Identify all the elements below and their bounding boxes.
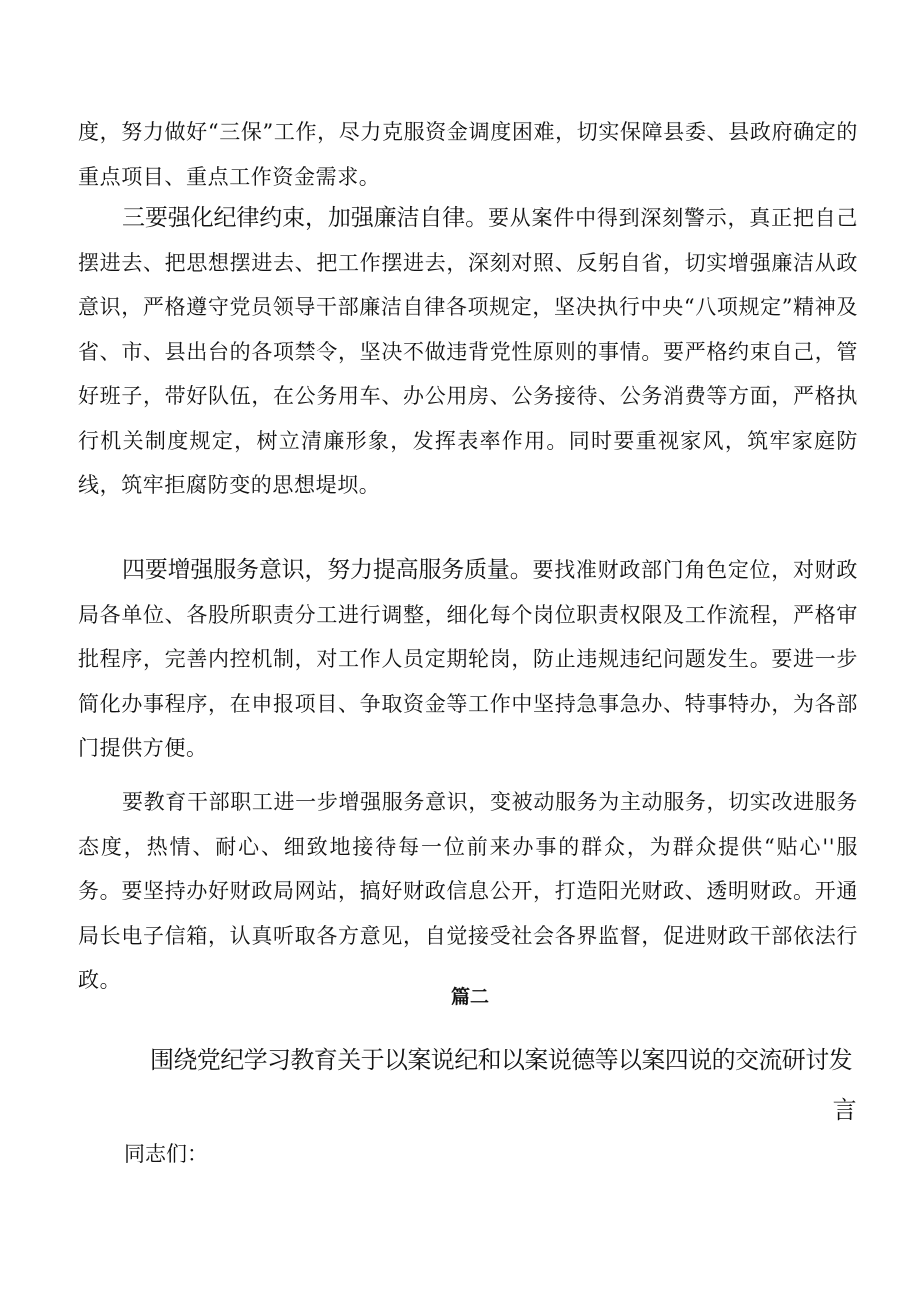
paragraph-body-service: 要找准财政部门角色定位，对财政局各单位、各股所职责分工进行调整，细化每个岗位职责权限及工作流程，严格审批程序，完善内控机制，对工作人员定期轮岗，防止违规违纪问题发生。要进一步简化办事程序，在申报项目、争取资金等工作中坚持急事急办、特事特办，为各部门提供方便。	[78, 558, 858, 760]
paragraph-lead-discipline: 三要强化纪律约束，加强廉洁自律。	[122, 205, 488, 231]
article-heading	[150, 1035, 856, 1135]
article-heading-line2: 言	[832, 1096, 856, 1124]
paragraph-continued: 度，努力做好“三保”工作，尽力克服资金调度困难，切实保障县委、县政府确定的重点项目、重点工作资金需求。	[78, 120, 858, 189]
paragraph-discipline	[78, 196, 858, 508]
paragraph-lead-service: 四要增强服务意识，努力提高服务质量。	[122, 557, 533, 583]
article-heading-line1: 围绕党纪学习教育关于以案说纪和以案说德等以案四说的交流研讨发	[150, 1046, 852, 1074]
paragraph-service-attitude: 要教育干部职工进一步增强服务意识，变被动服务为主动服务，切实改进服务态度，热情、耐心、细致地接待每一位前来办事的群众，为群众提供“贴心''服务。要坚持办好财政局网站，搞好财政信息公开，打造阳光财政、透明财政。开通局长电子信箱，认真听取各方意见，自觉接受社会各界监督，促进财政干部依法行政。	[78, 790, 858, 992]
paragraph-service	[78, 548, 858, 771]
paragraph-body-discipline: 要从案件中得到深刻警示，真正把自己摆进去、把思想摆进去、把工作摆进去，深刻对照、反躬自省，切实增强廉洁从政意识，严格遵守党员领导干部廉洁自律各项规定，坚决执行中央“八项规定”精神及省、市、县出台的各项禁令，坚决不做违背党性原则的事情。要严格约束自己，管好班子，带好队伍，在公务用车、办公用房、公务接待、公务消费等方面，严格执行机关制度规定，树立清廉形象，发挥表率作用。同时要重视家风，筑牢家庭防线，筑牢拒腐防变的思想堤坝。	[78, 206, 858, 497]
salutation: 同志们：	[124, 1142, 208, 1166]
section-title: 篇二	[450, 986, 489, 1008]
